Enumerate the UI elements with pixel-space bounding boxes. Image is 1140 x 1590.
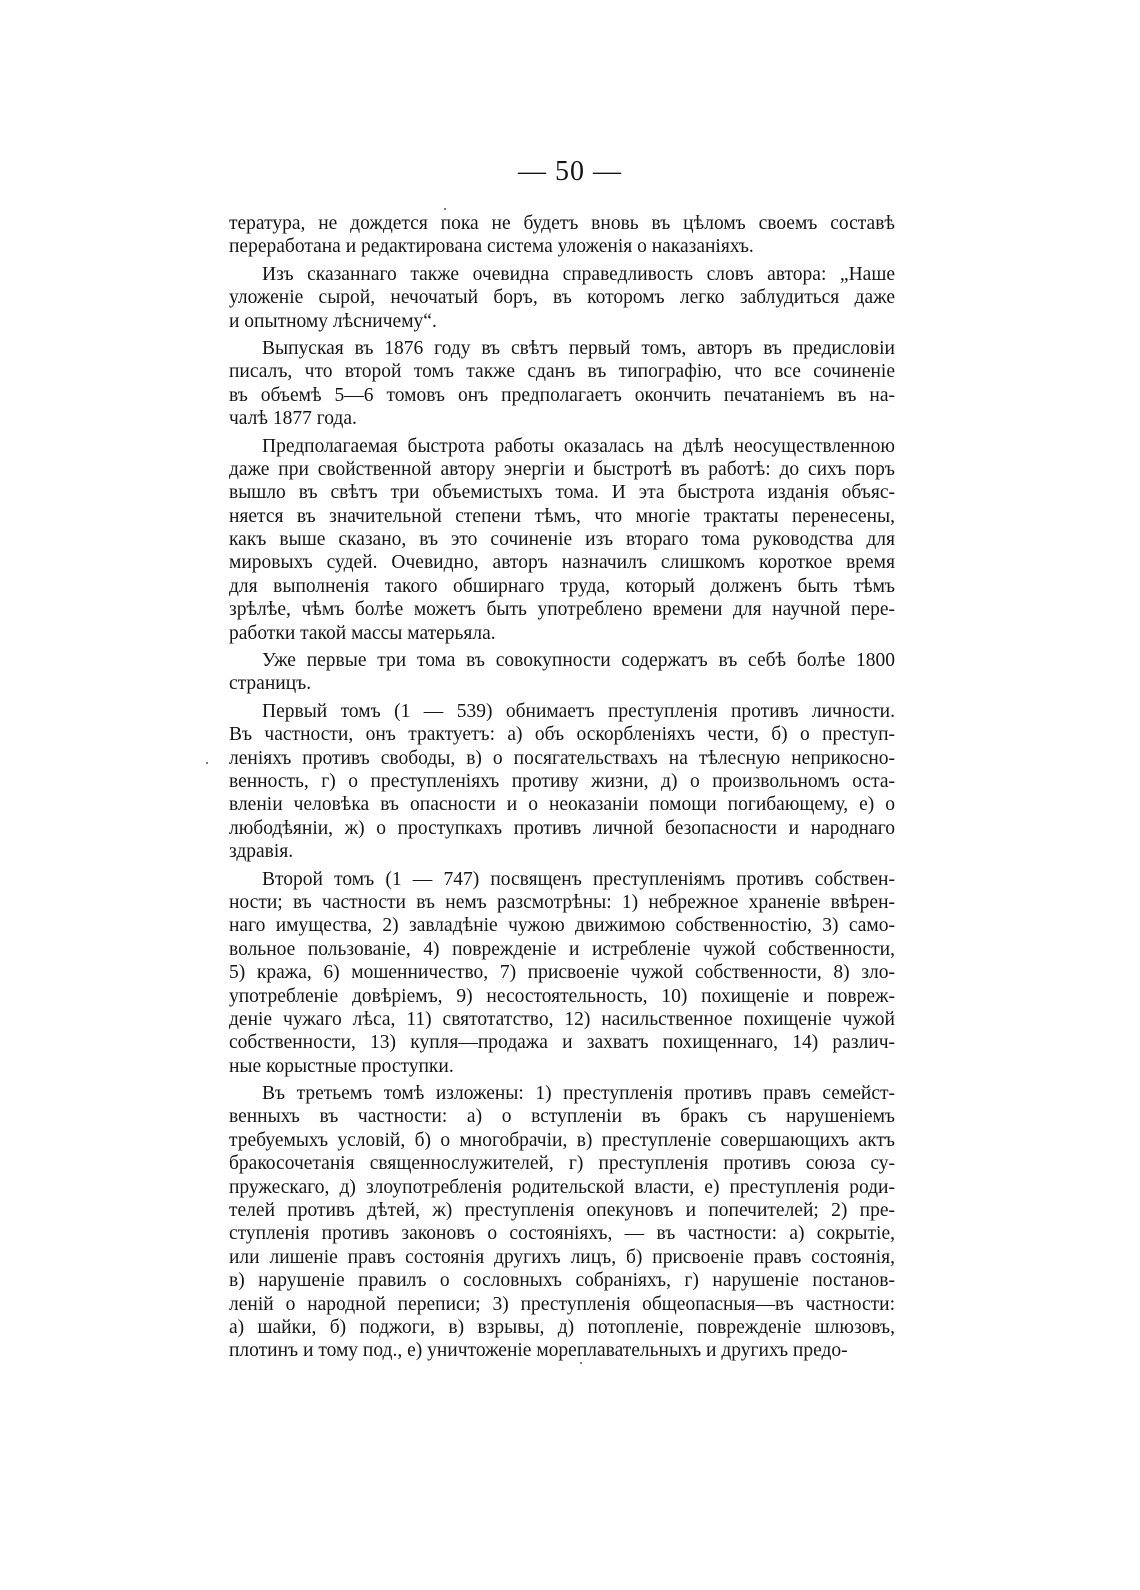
text-line: или лишеніе правъ состоянія другихъ лицъ, б) присвоеніе правъ состоянія, xyxy=(229,1246,895,1268)
text-line: и опытному лѣсничему“. xyxy=(229,310,437,332)
text-line: венность, г) о преступленіяхъ противу жизни, д) о произвольномъ оста- xyxy=(229,770,895,792)
text-line: деніе чужаго лѣса, 11) святотатство, 12) насильственное похищеніе чужой xyxy=(229,1008,895,1030)
text-line: тература, не дождется пока не будетъ вновь въ цѣломъ своемъ составѣ xyxy=(229,213,895,234)
text-line: леній о народной переписи; 3) преступленія общеопасныя—въ частности: xyxy=(229,1293,895,1315)
text-line: плотинъ и тому под., е) уничтоженіе мореплавательныхъ и другихъ предо- xyxy=(229,1340,848,1362)
paragraph xyxy=(229,868,895,1079)
text-line: въ объемѣ 5—6 томовъ онъ предполагаетъ окончить печатаніемъ въ на- xyxy=(229,384,895,406)
text-line: писалъ, что второй томъ также сданъ въ типографію, что все сочиненіе xyxy=(229,361,895,383)
text-line: зрѣлѣе, чѣмъ болѣе можетъ быть употреблено времени для научной пере- xyxy=(229,599,895,621)
paragraph xyxy=(229,212,895,259)
paragraph xyxy=(229,263,895,333)
text-line: вленіи человѣка въ опасности и о неоказаніи помощи погибающему, е) о xyxy=(229,794,895,816)
text-line: употребленіе довѣріемъ, 9) несостоятельность, 10) похищеніе и повреж- xyxy=(229,985,895,1007)
text-line: здравія. xyxy=(229,841,294,863)
print-speck xyxy=(444,208,446,210)
text-line: ности; въ частности въ немъ разсмотрѣны: 1) небрежное храненіе ввѣрен- xyxy=(229,891,895,913)
text-line: страницъ. xyxy=(229,673,312,695)
text-line: какъ выше сказано, въ это сочиненіе изъ втораго тома руководства для xyxy=(229,529,895,551)
text-line: переработана и редактирована система уложенія о наказаніяхъ. xyxy=(229,236,754,258)
text-line: пружескаго, д) злоупотребленія родительской власти, е) преступленія роди- xyxy=(229,1176,895,1198)
text-line: любодѣяніи, ж) о проступкахъ противъ личной безопасности и народнаго xyxy=(229,817,895,839)
text-line: вольное пользованіе, 4) поврежденіе и истребленіе чужой собственности, xyxy=(229,938,895,960)
paragraph xyxy=(229,649,895,696)
paragraph xyxy=(229,1082,895,1363)
text-line: в) нарушеніе правилъ о сословныхъ собраніяхъ, г) нарушеніе постанов- xyxy=(229,1270,895,1292)
text-line: работки такой массы матерьяла. xyxy=(229,622,496,644)
text-line: Второй томъ (1 — 747) посвященъ преступленіямъ противъ собствен- xyxy=(262,868,895,890)
paragraph xyxy=(229,700,895,864)
text-line: леніяхъ противъ свободы, в) о посягательствахъ на тѣлесную неприкосно- xyxy=(229,747,895,769)
page-number: — 50 — xyxy=(518,156,622,187)
text-line: требуемыхъ условій, б) о многобрачіи, в) преступленіе совершающихъ актъ xyxy=(229,1129,895,1151)
text-line: уложеніе сырой, нечочатый боръ, въ которомъ легко заблудиться даже xyxy=(229,287,895,309)
text-line: вышло въ свѣтъ три объемистыхъ тома. И эта быстрота изданія объяс- xyxy=(229,482,895,504)
text-line: ступленія противъ законовъ о состояніяхъ, — въ частности: а) сокрытіе, xyxy=(229,1223,895,1245)
text-line: а) шайки, б) поджоги, в) взрывы, д) потопленіе, поврежденіе шлюзовъ, xyxy=(229,1316,895,1338)
text-line: ные корыстные проступки. xyxy=(229,1055,454,1077)
text-line: Въ частности, онъ трактуетъ: а) объ оскорбленіяхъ чести, б) о преступ- xyxy=(229,724,895,746)
print-speck xyxy=(206,762,208,764)
paragraph xyxy=(229,337,895,431)
print-speck xyxy=(580,1362,582,1364)
text-line: Въ третьемъ томѣ изложены: 1) преступленія противъ правъ семейст- xyxy=(262,1083,895,1105)
text-line: Изъ сказаннаго также очевидна справедливость словъ автора: „Наше xyxy=(262,263,895,285)
text-line: мировыхъ судей. Очевидно, авторъ назначилъ слишкомъ короткое время xyxy=(229,552,895,574)
text-line: Уже первые три тома въ совокупности содержатъ въ себѣ болѣе 1800 xyxy=(262,650,895,672)
text-line: Выпуская въ 1876 году въ свѣтъ первый томъ, авторъ въ предисловіи xyxy=(262,337,895,359)
text-line: даже при свойственной автору энергіи и быстротѣ въ работѣ: до сихъ поръ xyxy=(229,458,895,480)
text-line: бракосочетанія священнослужителей, г) преступленія противъ союза су- xyxy=(229,1153,895,1175)
text-line: телей противъ дѣтей, ж) преступленія опекуновъ и попечителей; 2) пре- xyxy=(229,1200,895,1222)
body-text xyxy=(229,212,895,1367)
text-line: собственности, 13) купля—продажа и захватъ похищеннаго, 14) различ- xyxy=(229,1032,895,1054)
text-line: для выполненія такого обширнаго труда, который долженъ быть тѣмъ xyxy=(229,575,895,597)
text-line: Предполагаемая быстрота работы оказалась на дѣлѣ неосуществленною xyxy=(262,435,895,457)
text-line: чалѣ 1877 года. xyxy=(229,408,357,430)
paragraph xyxy=(229,435,895,646)
text-line: венныхъ въ частности: а) о вступленіи въ бракъ съ нарушеніемъ xyxy=(229,1106,895,1128)
text-line: наго имущества, 2) завладѣніе чужою движимою собственностію, 3) само- xyxy=(229,915,895,937)
text-line: няется въ значительной степени тѣмъ, что многіе трактаты перенесены, xyxy=(229,505,895,527)
text-line: 5) кража, 6) мошенничество, 7) присвоеніе чужой собственности, 8) зло- xyxy=(229,962,895,984)
text-line: Первый томъ (1 — 539) обнимаетъ преступленія противъ личности. xyxy=(262,700,895,722)
